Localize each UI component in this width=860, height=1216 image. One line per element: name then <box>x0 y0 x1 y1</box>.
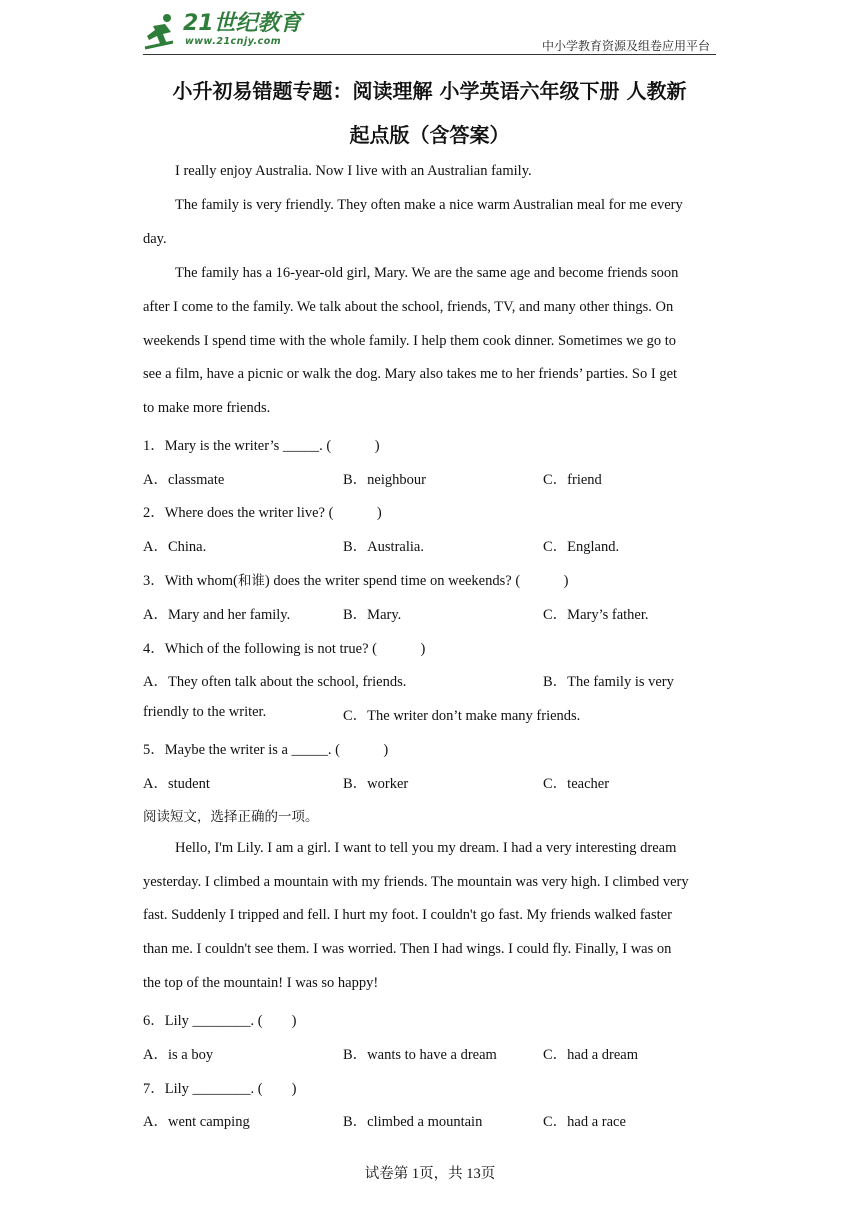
passage1-line: I really enjoy Australia. Now I live with an Australian family. <box>175 163 532 179</box>
passage1-line: The family has a 16-year-old girl, Mary. We are the same age and become friends soon <box>175 265 679 281</box>
q4-option-a[interactable]: A．They often talk about the school, friends. <box>143 674 407 690</box>
question-7: 7．Lily ________. ( ) <box>143 1081 297 1097</box>
q6-option-a[interactable]: A．is a boy <box>143 1047 214 1063</box>
q6-option-b[interactable]: B．wants to have a dream <box>343 1047 497 1063</box>
page-title-line-1: 小升初易错题专题：阅读理解 小学英语六年级下册 人教新 <box>172 79 687 103</box>
page-footer: 试卷第 1页，共 13页 <box>364 1166 496 1182</box>
q7-option-c[interactable]: C．had a race <box>543 1114 626 1130</box>
q2-option-c[interactable]: C．England. <box>543 539 620 555</box>
passage1-line: weekends I spend time with the whole family. I help them cook dinner. Sometimes we go to <box>143 333 677 349</box>
passage2-line: yesterday. I climbed a mountain with my friends. The mountain was very high. I climbed very <box>143 874 689 890</box>
q3-chinese-gloss: 和谁 <box>237 573 265 589</box>
q3-option-b[interactable]: B．Mary. <box>343 607 402 623</box>
passage2-line: the top of the mountain! I was so happy! <box>143 975 379 991</box>
logo <box>143 12 302 52</box>
section-instruction: 阅读短文，选择正确的一项。 <box>143 809 319 825</box>
question-4: 4．Which of the following is not true? ( ) <box>143 641 426 657</box>
q4-option-b-continued[interactable]: friendly to the writer. <box>143 704 267 720</box>
question-5: 5．Maybe the writer is a _____. ( ) <box>143 742 389 758</box>
q1-option-b[interactable]: B．neighbour <box>343 472 426 488</box>
q4-option-c[interactable]: C．The writer don’t make many friends. <box>343 708 581 724</box>
logo-url: www.21cnjy.com <box>185 36 282 47</box>
passage2-line: than me. I couldn't see them. I was worried. Then I had wings. I could fly. Finally, I was on <box>143 941 672 957</box>
q5-option-a[interactable]: A．student <box>143 776 210 792</box>
q2-option-a[interactable]: A．China. <box>143 539 207 555</box>
q4-option-b[interactable]: B．The family is very <box>543 674 674 690</box>
q3-option-c[interactable]: C．Mary’s father. <box>543 607 649 623</box>
page-title-line-2: 起点版（含答案） <box>349 123 510 147</box>
passage1-line: day. <box>143 231 167 247</box>
platform-label: 中小学教育资源及组卷应用平台 <box>541 39 710 53</box>
passage1-line: see a film, have a picnic or walk the dog. Mary also takes me to her friends’ parties. So I get <box>143 366 678 382</box>
q7-option-b[interactable]: B．climbed a mountain <box>343 1114 483 1130</box>
q3-option-a[interactable]: A．Mary and her family. <box>143 607 291 623</box>
q7-option-a[interactable]: A．went camping <box>143 1114 250 1130</box>
question-2: 2．Where does the writer live? ( ) <box>143 505 382 521</box>
passage1-line: after I come to the family. We talk about the school, friends, TV, and many other things. On <box>143 299 674 315</box>
question-6: 6．Lily ________. ( ) <box>143 1013 297 1029</box>
runner-logo-icon <box>143 12 179 52</box>
q5-option-b[interactable]: B．worker <box>343 776 409 792</box>
header-divider <box>143 54 716 55</box>
q6-option-c[interactable]: C．had a dream <box>543 1047 639 1063</box>
question-3: 3．With whom(和谁) does the writer spend time on weekends? ( ) <box>143 573 569 589</box>
passage1-line: The family is very friendly. They often make a nice warm Australian meal for me every <box>175 197 683 213</box>
logo-wordmark: 21世纪教育 <box>183 11 302 36</box>
passage2-line: Hello, I'm Lily. I am a girl. I want to tell you my dream. I had a very interesting dream <box>175 840 677 856</box>
question-1: 1．Mary is the writer’s _____. ( ) <box>143 438 380 454</box>
q1-option-c[interactable]: C．friend <box>543 472 602 488</box>
passage2-line: fast. Suddenly I tripped and fell. I hurt my foot. I couldn't go fast. My friends walked faster <box>143 907 672 923</box>
q1-option-a[interactable]: A．classmate <box>143 472 225 488</box>
page-header <box>143 10 716 54</box>
passage1-line: to make more friends. <box>143 400 271 416</box>
q2-option-b[interactable]: B．Australia. <box>343 539 424 555</box>
q5-option-c[interactable]: C．teacher <box>543 776 610 792</box>
